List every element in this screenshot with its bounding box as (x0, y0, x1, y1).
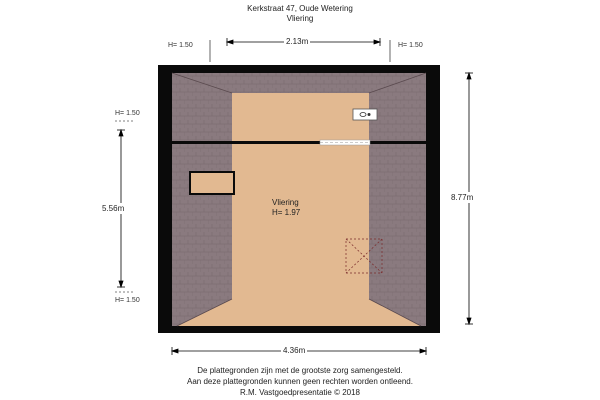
ridge-beam (172, 141, 426, 144)
copyright: R.M. Vastgoedpresentatie © 2018 (239, 388, 361, 397)
height-label-left-lower: H= 1.50 (115, 297, 140, 304)
boiler-icon (353, 109, 377, 120)
dim-top-width-label: 2.13m (286, 37, 309, 46)
floor-title: Vliering (286, 14, 314, 23)
dim-left-height-label: 5.56m (102, 204, 125, 213)
height-label-top-left: H= 1.50 (168, 42, 193, 49)
dim-right-height-label: 8.77m (451, 193, 474, 202)
dormer-window (190, 172, 234, 194)
disclaimer-line-2: Aan deze plattegronden kunnen geen rechten worden ontleend. (187, 377, 413, 386)
room-height: H= 1.97 (272, 208, 301, 217)
room-name: Vliering (272, 198, 299, 207)
disclaimer-line-1: De plattegronden zijn met de grootste zorg samengesteld. (197, 366, 403, 375)
dim-bottom-width-label: 4.36m (283, 346, 306, 355)
height-label-top-right: H= 1.50 (398, 42, 423, 49)
address-title: Kerkstraat 47, Oude Wetering (247, 4, 353, 13)
height-label-left-upper: H= 1.50 (115, 110, 140, 117)
